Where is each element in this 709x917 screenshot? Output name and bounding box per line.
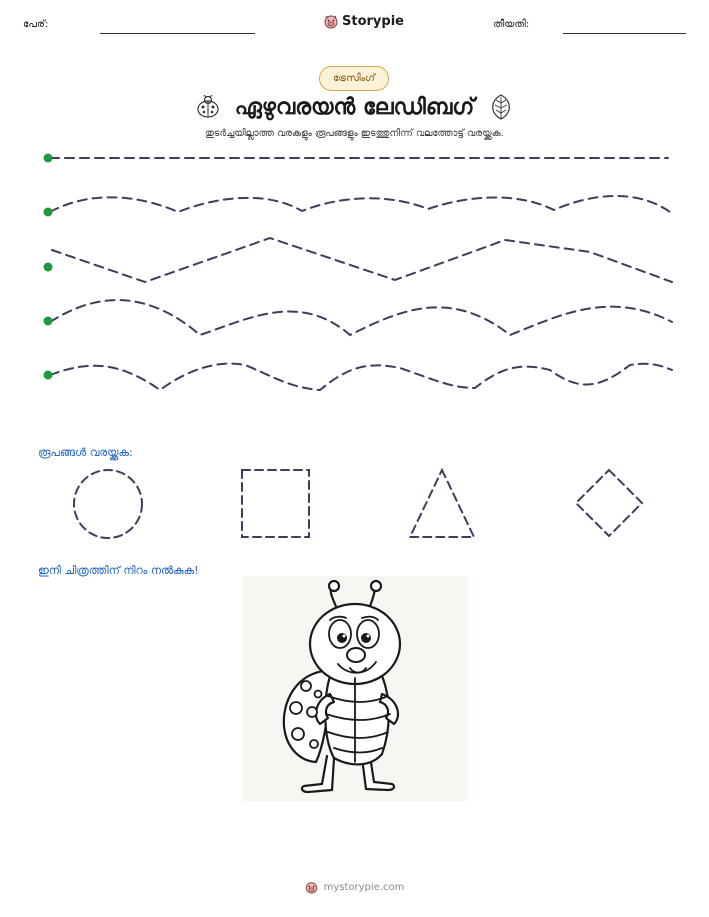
date-label: തീയതി:	[493, 19, 530, 30]
page-title: ഏഴുവരയൻ ലേഡിബഗ്	[234, 94, 475, 120]
shape-circle	[74, 470, 142, 538]
tracing-line-wave-3	[50, 364, 672, 390]
start-dot-4	[44, 317, 53, 326]
start-dot-2	[44, 208, 53, 217]
shape-diamond	[576, 470, 642, 536]
shape-square	[242, 470, 309, 537]
tracing-shapes	[0, 460, 709, 550]
brand-name: Storypie	[342, 13, 404, 29]
tracing-line-zigzag	[52, 238, 672, 282]
shape-triangle	[410, 470, 474, 537]
instructions-text: തുടർച്ചയില്ലാത്ത വരകളും രൂപങ്ങളും ഇടത്തുനിന്ന് വലത്തോട്ട് വരയ്ക്കുക.	[205, 128, 504, 139]
footer-url[interactable]: mystorypie.com	[323, 881, 405, 893]
tracing-lines-area	[0, 0, 709, 420]
footer	[0, 880, 709, 894]
ladybug-coloring-picture	[242, 576, 468, 801]
ladybug-illustration	[242, 576, 468, 801]
category-badge: ട്രേസിംഗ്	[319, 66, 389, 91]
coloring-section-label: ഇനി ചിത്രത്തിന് നിറം നൽകുക!	[38, 564, 199, 577]
tracing-line-wave-2	[50, 300, 672, 335]
shapes-section-label: രൂപങ്ങൾ വരയ്ക്കുക:	[38, 446, 133, 459]
name-label: പേര്:	[23, 19, 49, 30]
start-dot-5	[44, 371, 53, 380]
start-dot-3	[44, 263, 53, 272]
pig-face-icon	[305, 880, 318, 894]
tracing-line-wave-1	[50, 196, 670, 212]
start-dot-1	[44, 154, 53, 163]
